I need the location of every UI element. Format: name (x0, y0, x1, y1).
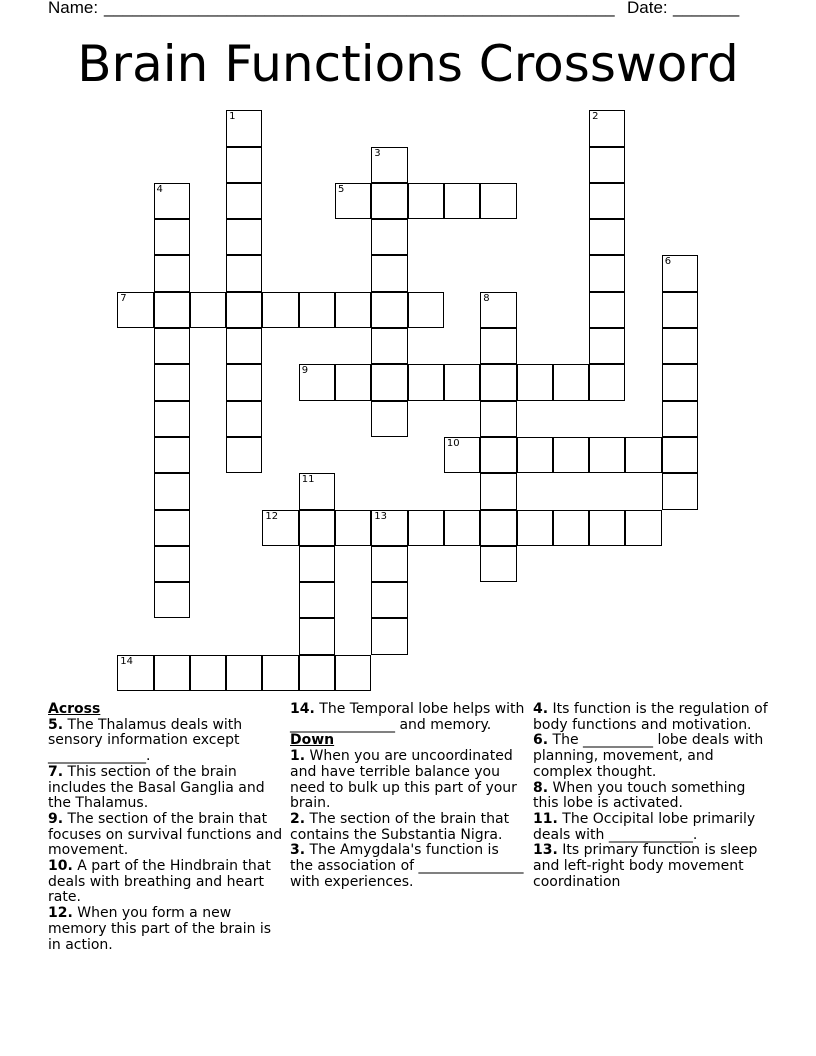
clue-text: The Thalamus deals with sensory information except ______________. (48, 716, 243, 765)
crossword-cell[interactable] (226, 401, 262, 437)
crossword-cell[interactable] (553, 510, 589, 546)
cell-number: 6 (664, 256, 672, 268)
clue-number: 10. (48, 858, 73, 875)
clue-number: 4. (533, 701, 549, 717)
date-label: Date: (627, 0, 668, 17)
crossword-cell[interactable] (371, 219, 407, 255)
crossword-cell[interactable] (226, 219, 262, 255)
crossword-cell[interactable] (154, 183, 190, 219)
clue-text: A part of the Hindbrain that deals with breathing and heart rate. (48, 858, 271, 906)
crossword-cell[interactable] (444, 364, 480, 400)
cell-number: 5 (338, 183, 345, 195)
crossword-cell[interactable] (371, 401, 407, 437)
crossword-cell[interactable] (371, 292, 407, 328)
crossword-cell[interactable] (299, 473, 335, 509)
clue-text: When you touch something this lobe is activated. (533, 779, 746, 812)
crossword-cell[interactable] (190, 655, 226, 691)
crossword-cell[interactable] (662, 328, 698, 364)
crossword-cell[interactable] (589, 328, 625, 364)
crossword-cell[interactable] (154, 655, 190, 691)
clue-across-9 (48, 812, 284, 859)
crossword-cell[interactable] (154, 328, 190, 364)
clue-down-1 (290, 749, 526, 812)
crossword-cell[interactable] (335, 364, 371, 400)
crossword-cell[interactable] (589, 110, 625, 146)
crossword-cell[interactable] (408, 364, 444, 400)
crossword-cell[interactable] (299, 364, 335, 400)
clue-number: 11. (533, 810, 558, 827)
crossword-cell[interactable] (299, 582, 335, 618)
crossword-cell[interactable] (299, 546, 335, 582)
cell-number: 1 (229, 111, 236, 123)
clue-text: The section of the brain that focuses on survival functions and movement. (48, 810, 283, 859)
crossword-cell[interactable] (444, 437, 480, 473)
clue-number: 9. (48, 810, 64, 827)
cell-number: 14 (120, 655, 133, 667)
crossword-cell[interactable] (299, 510, 335, 546)
crossword-cell[interactable] (226, 255, 262, 291)
clue-number: 7. (48, 763, 64, 780)
crossword-cell[interactable] (480, 510, 516, 546)
clue-number: 14. (290, 701, 315, 717)
crossword-cell[interactable] (117, 292, 153, 328)
clue-text: When you form a new memory this part of the brain is in action. (48, 905, 272, 953)
cell-number: 13 (374, 510, 388, 522)
crossword-cell[interactable] (480, 292, 516, 328)
crossword-cell[interactable] (299, 618, 335, 654)
crossword-cell[interactable] (480, 328, 516, 364)
cell-number: 3 (374, 147, 381, 159)
clue-across-5 (48, 718, 284, 765)
crossword-cell[interactable] (154, 546, 190, 582)
crossword-cell[interactable] (299, 655, 335, 691)
cell-number: 9 (301, 365, 309, 377)
clue-text: The section of the brain that contains the Substantia Nigra. (290, 810, 510, 843)
crossword-cell[interactable] (589, 364, 625, 400)
clue-text: Its function is the regulation of body functions and motivation. (533, 701, 768, 733)
crossword-cell[interactable] (480, 546, 516, 582)
crossword-cell[interactable] (480, 183, 516, 219)
crossword-cell[interactable] (589, 147, 625, 183)
clues-column-1 (48, 702, 284, 953)
crossword-cell[interactable] (371, 183, 407, 219)
clue-down-6 (533, 733, 773, 780)
crossword-cell[interactable] (553, 437, 589, 473)
crossword-cell[interactable] (117, 655, 153, 691)
crossword-cell[interactable] (408, 292, 444, 328)
crossword-cell[interactable] (262, 655, 298, 691)
crossword-cell[interactable] (154, 437, 190, 473)
crossword-cell[interactable] (262, 292, 298, 328)
crossword-cell[interactable] (154, 401, 190, 437)
crossword-cell[interactable] (154, 364, 190, 400)
crossword-cell[interactable] (589, 437, 625, 473)
crossword-cell[interactable] (371, 364, 407, 400)
page-title: Brain Functions Crossword (77, 35, 739, 93)
clue-number: 3. (290, 842, 306, 859)
crossword-cell[interactable] (662, 292, 698, 328)
crossword-cell[interactable] (154, 255, 190, 291)
clue-down-13 (533, 843, 773, 890)
crossword-cell[interactable] (154, 219, 190, 255)
crossword-cell[interactable] (371, 328, 407, 364)
crossword-cell[interactable] (662, 364, 698, 400)
clue-text: The __________ lobe deals with planning, movement, and complex thought. (533, 732, 764, 780)
crossword-cell[interactable] (154, 473, 190, 509)
cell-number: 11 (301, 474, 315, 486)
crossword-cell[interactable] (371, 147, 407, 183)
date-field[interactable]: _______ (673, 0, 740, 17)
across-heading: Across (48, 701, 101, 717)
clues-column-3 (533, 702, 773, 890)
clue-text: When you are uncoordinated and have terrible balance you need to bulk up this part of your brain. (290, 748, 517, 812)
crossword-cell[interactable] (226, 110, 262, 146)
crossword-cell[interactable] (662, 473, 698, 509)
crossword-cell[interactable] (589, 510, 625, 546)
crossword-cell[interactable] (190, 292, 226, 328)
clue-number: 8. (533, 779, 549, 796)
crossword-cell[interactable] (517, 437, 553, 473)
crossword-cell[interactable] (335, 510, 371, 546)
clue-number: 5. (48, 716, 64, 733)
crossword-cell[interactable] (444, 510, 480, 546)
crossword-cell[interactable] (335, 655, 371, 691)
crossword-cell[interactable] (662, 437, 698, 473)
clue-down-2 (290, 812, 526, 843)
crossword-cell[interactable] (299, 292, 335, 328)
name-label: Name: (48, 0, 99, 17)
crossword-cell[interactable] (408, 510, 444, 546)
clue-number: 1. (290, 748, 306, 765)
crossword-cell[interactable] (662, 255, 698, 291)
crossword-cell[interactable] (589, 292, 625, 328)
clue-number: 13. (533, 842, 558, 859)
clue-across-14 (290, 702, 526, 733)
crossword-cell[interactable] (226, 437, 262, 473)
clue-number: 2. (290, 810, 306, 827)
cell-number: 8 (483, 292, 490, 304)
crossword-cell[interactable] (444, 183, 480, 219)
crossword-cell[interactable] (371, 255, 407, 291)
clue-across-7 (48, 765, 284, 812)
crossword-cell[interactable] (371, 510, 407, 546)
cell-number: 2 (592, 111, 599, 123)
crossword-cell[interactable] (553, 364, 589, 400)
crossword-cell[interactable] (480, 364, 516, 400)
crossword-cell[interactable] (662, 401, 698, 437)
crossword-cell[interactable] (589, 219, 625, 255)
crossword-cell[interactable] (517, 510, 553, 546)
cell-number: 12 (265, 510, 279, 522)
clue-down-3 (290, 843, 526, 890)
down-heading: Down (290, 732, 335, 749)
crossword-cell[interactable] (480, 473, 516, 509)
clue-text: The Temporal lobe helps with _______________ and memory. (290, 701, 525, 733)
crossword-cell[interactable] (517, 364, 553, 400)
crossword-cell[interactable] (226, 364, 262, 400)
crossword-cell[interactable] (371, 546, 407, 582)
clue-number: 6. (533, 732, 549, 749)
crossword-cell[interactable] (589, 183, 625, 219)
crossword-cell[interactable] (371, 582, 407, 618)
clue-number: 12. (48, 905, 73, 922)
crossword-cell[interactable] (226, 147, 262, 183)
crossword-cell[interactable] (589, 255, 625, 291)
clues-column-2 (290, 702, 526, 890)
crossword-cell[interactable] (226, 183, 262, 219)
crossword-cell[interactable] (154, 292, 190, 328)
clue-down-8 (533, 781, 773, 812)
clue-across-10 (48, 859, 284, 906)
cell-number: 7 (120, 292, 127, 304)
name-field[interactable]: ______________________________________________________ (104, 0, 615, 17)
clue-down-11 (533, 812, 773, 843)
cell-number: 4 (156, 183, 163, 195)
crossword-cell[interactable] (154, 582, 190, 618)
crossword-cell[interactable] (226, 328, 262, 364)
crossword-cell[interactable] (262, 510, 298, 546)
clue-text: Its primary function is sleep and left-right body movement coordination (533, 842, 758, 890)
clue-text: The Occipital lobe primarily deals with ____________. (533, 810, 756, 843)
crossword-cell[interactable] (335, 292, 371, 328)
clue-down-4 (533, 702, 773, 733)
crossword-cell[interactable] (625, 510, 661, 546)
clue-text: The Amygdala's function is the association of _______________ with experiences. (290, 842, 524, 890)
crossword-cell[interactable] (625, 437, 661, 473)
crossword-cell[interactable] (408, 183, 444, 219)
cell-number: 10 (446, 437, 460, 449)
crossword-cell[interactable] (154, 510, 190, 546)
crossword-cell[interactable] (480, 401, 516, 437)
crossword-cell[interactable] (480, 437, 516, 473)
crossword-cell[interactable] (226, 655, 262, 691)
clue-text: This section of the brain includes the Basal Ganglia and the Thalamus. (48, 763, 265, 812)
clue-across-12 (48, 906, 284, 953)
crossword-cell[interactable] (371, 618, 407, 654)
crossword-cell[interactable] (335, 183, 371, 219)
crossword-cell[interactable] (226, 292, 262, 328)
